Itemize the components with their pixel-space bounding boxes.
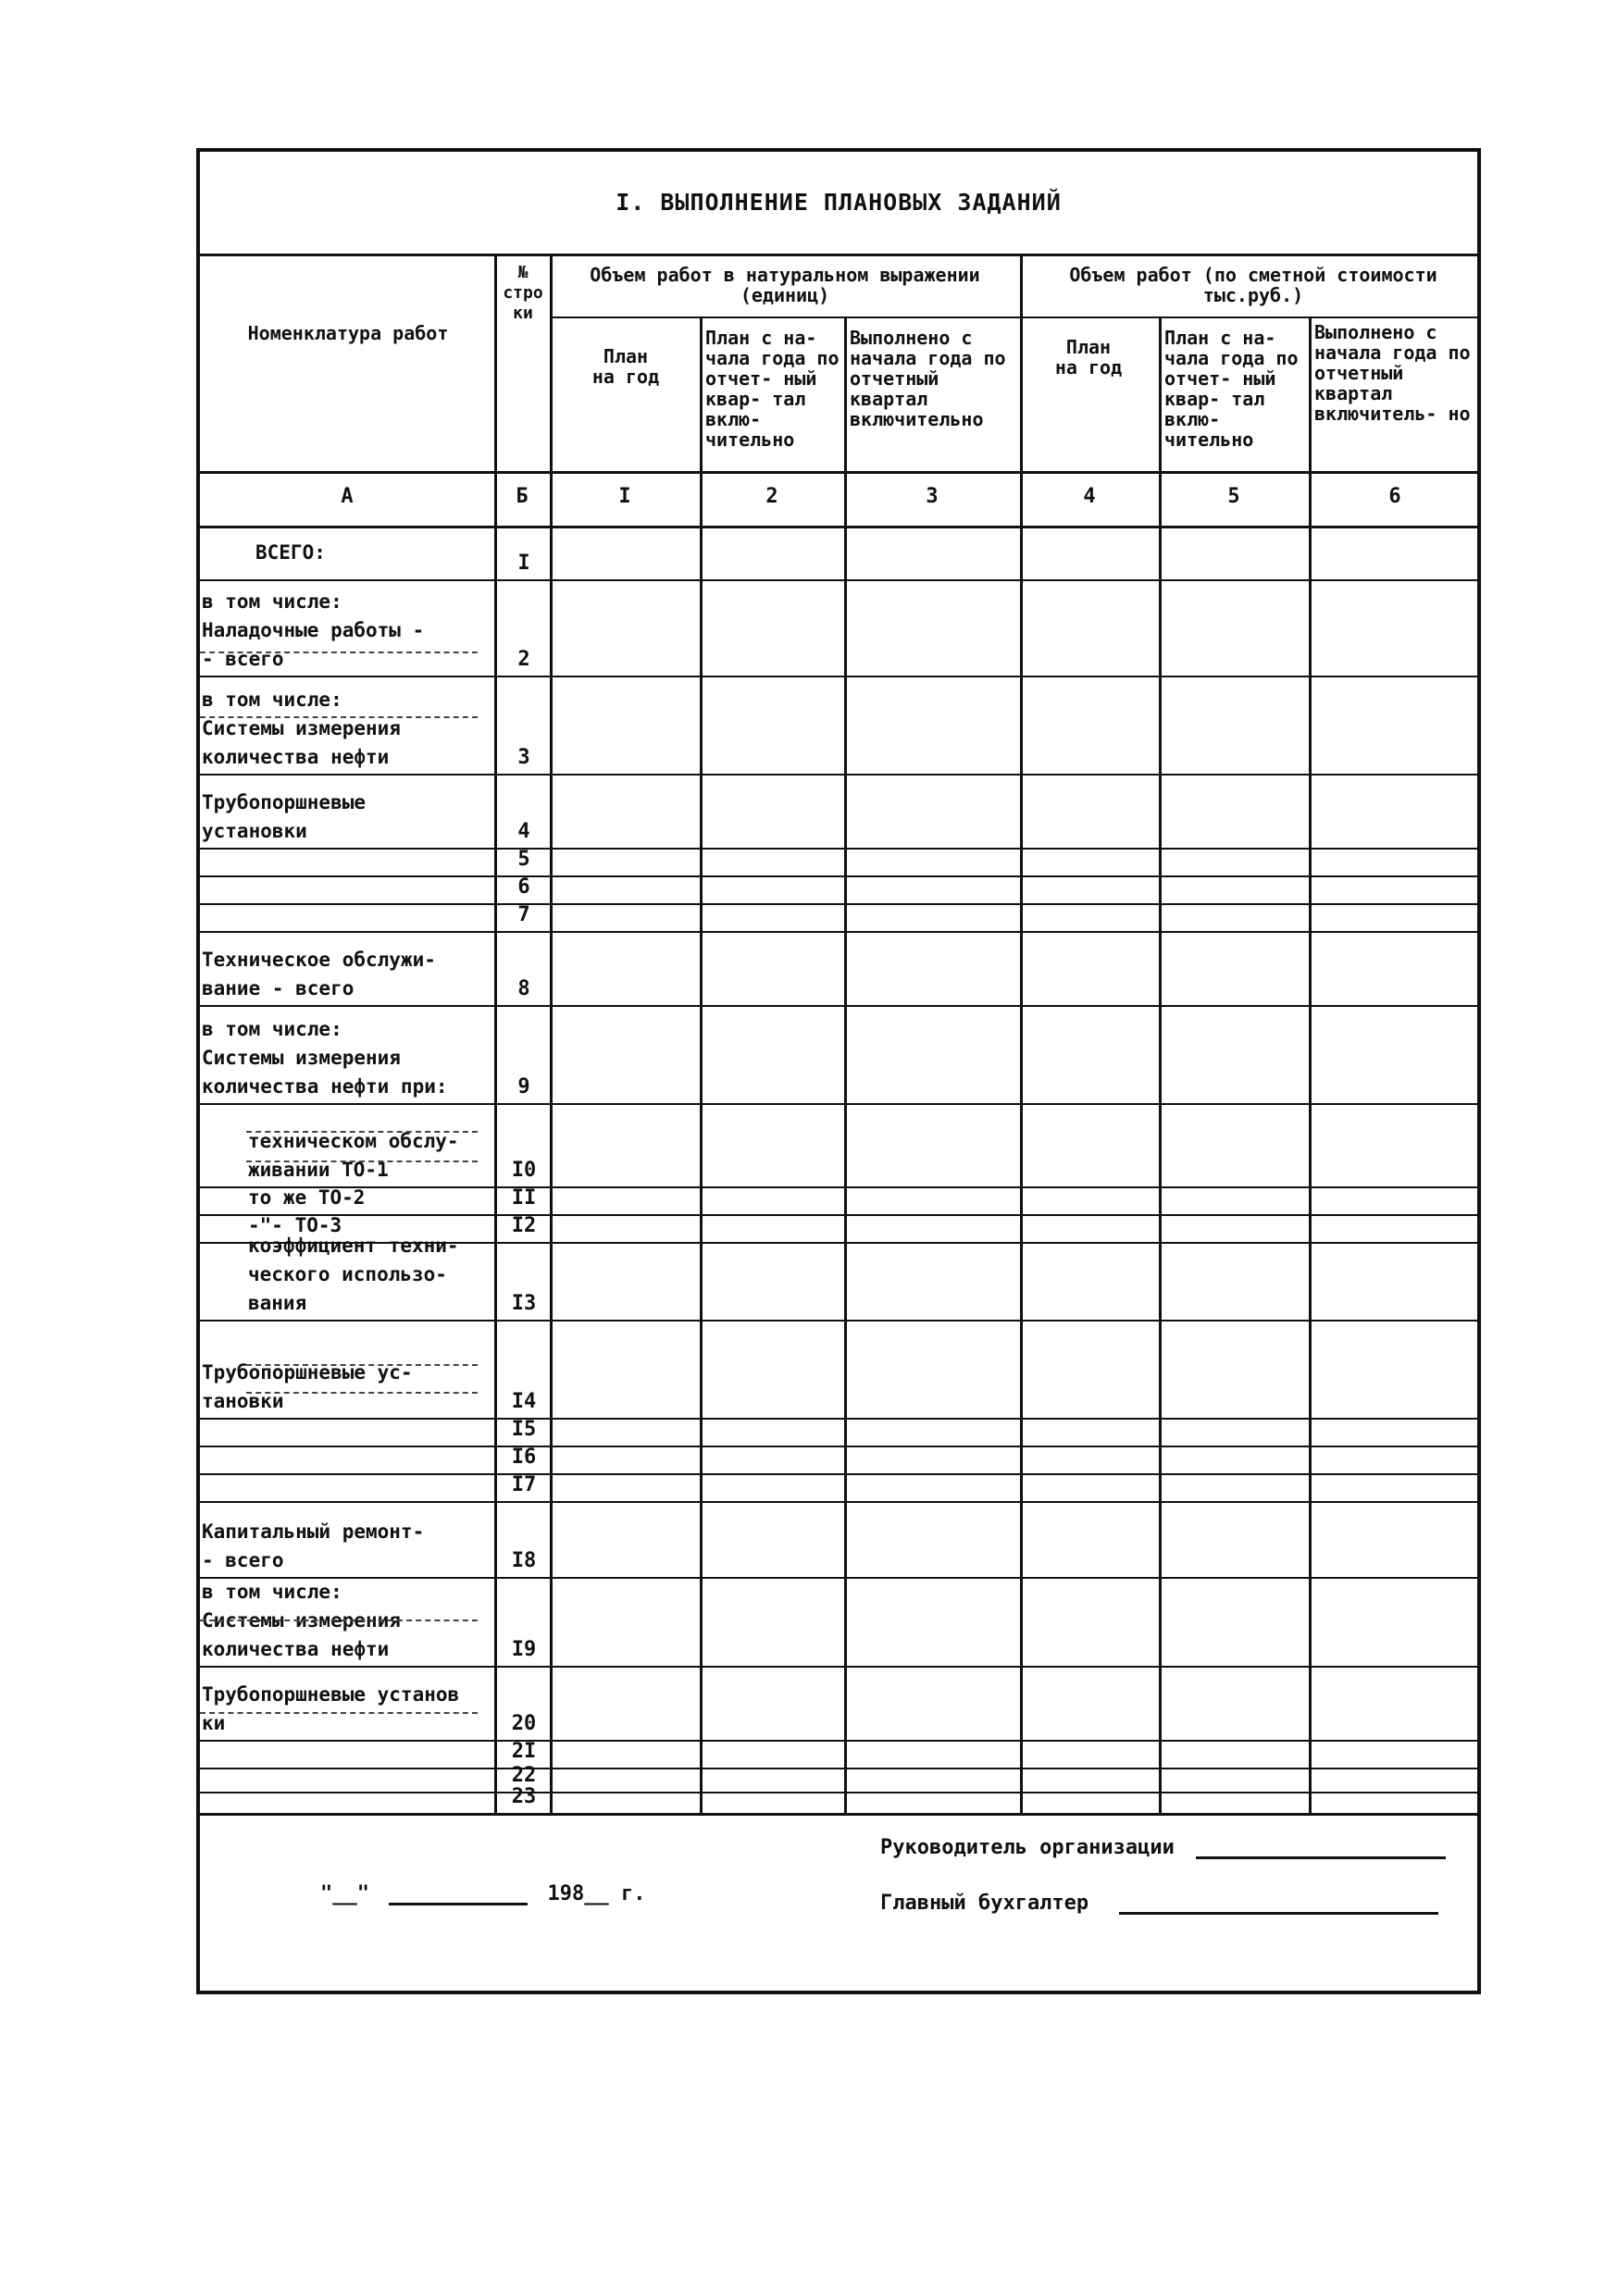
date-day: "__"	[320, 1882, 369, 1905]
data-cell[interactable]	[552, 1188, 700, 1213]
data-cell[interactable]	[552, 850, 700, 875]
guide-line	[200, 716, 478, 718]
row-number: 5	[517, 848, 530, 871]
data-cell[interactable]	[552, 877, 700, 902]
data-cell[interactable]	[1022, 1244, 1159, 1319]
data-cell[interactable]	[552, 1244, 700, 1319]
header-natural-volume: Объем работ в натуральном выражении (единиц)	[590, 264, 980, 306]
row-number: I5	[511, 1418, 537, 1441]
data-cell[interactable]	[552, 933, 700, 1004]
data-cell[interactable]	[1311, 776, 1481, 847]
data-cell[interactable]	[702, 1244, 844, 1319]
data-cell[interactable]	[702, 581, 844, 675]
guide-line	[246, 1392, 478, 1394]
guide-line	[200, 1620, 478, 1621]
data-cell[interactable]	[702, 1105, 844, 1185]
data-cell[interactable]	[846, 677, 1020, 773]
head-signature-line[interactable]	[1196, 1838, 1446, 1859]
data-cell[interactable]	[1311, 1668, 1481, 1739]
data-cell[interactable]	[1022, 1579, 1159, 1665]
data-cell[interactable]	[1161, 1322, 1309, 1417]
data-cell[interactable]	[1311, 1475, 1481, 1500]
row-label: -"- ТО-3	[248, 1214, 342, 1236]
colnum-4: 4	[1083, 485, 1096, 508]
guide-line	[200, 652, 478, 653]
data-cell[interactable]	[702, 1188, 844, 1213]
data-cell[interactable]	[1161, 850, 1309, 875]
row-label: в том числе: Системы измерения количества нефти при:	[202, 1018, 448, 1098]
data-cell[interactable]	[552, 776, 700, 847]
row-number: 6	[517, 875, 530, 899]
header-col1: План на год	[591, 345, 660, 388]
data-cell[interactable]	[1311, 1188, 1481, 1213]
data-cell[interactable]	[702, 1447, 844, 1472]
data-cell[interactable]	[846, 905, 1020, 930]
row-number: 20	[511, 1712, 537, 1735]
row-number: I2	[511, 1214, 537, 1237]
data-cell[interactable]	[1161, 933, 1309, 1004]
row-number: 22	[511, 1764, 537, 1787]
data-cell[interactable]	[1161, 1668, 1309, 1739]
data-cell[interactable]	[552, 677, 700, 773]
accountant-signature-line[interactable]	[1119, 1893, 1438, 1915]
data-cell[interactable]	[702, 677, 844, 773]
header-row-number: № стро ки	[503, 263, 543, 323]
data-cell[interactable]	[1161, 1105, 1309, 1185]
data-cell[interactable]	[702, 850, 844, 875]
data-cell[interactable]	[1311, 1793, 1481, 1812]
row-label: то же ТО-2	[248, 1186, 366, 1209]
data-cell[interactable]	[846, 933, 1020, 1004]
data-cell[interactable]	[846, 877, 1020, 902]
data-cell[interactable]	[1022, 1475, 1159, 1500]
data-cell[interactable]	[1022, 1503, 1159, 1576]
data-cell[interactable]	[846, 1188, 1020, 1213]
data-cell[interactable]	[552, 1579, 700, 1665]
data-cell[interactable]	[552, 1793, 700, 1812]
colnum-6: 6	[1388, 485, 1401, 508]
guide-line	[200, 1712, 478, 1714]
data-cell[interactable]	[702, 877, 844, 902]
data-cell[interactable]	[1161, 1793, 1309, 1812]
form-title: I. ВЫПОЛНЕНИЕ ПЛАНОВЫХ ЗАДАНИЙ	[616, 189, 1062, 216]
row-number: I8	[511, 1549, 537, 1572]
data-cell[interactable]	[702, 1579, 844, 1665]
data-cell[interactable]	[846, 1503, 1020, 1576]
date-year: 198__ г.	[547, 1882, 646, 1905]
data-cell[interactable]	[1022, 1769, 1159, 1791]
data-cell[interactable]	[1161, 527, 1309, 578]
data-cell[interactable]	[846, 850, 1020, 875]
data-cell[interactable]	[552, 1007, 700, 1102]
data-cell[interactable]	[702, 1475, 844, 1500]
data-cell[interactable]	[846, 1105, 1020, 1185]
data-cell[interactable]	[552, 1322, 700, 1417]
data-cell[interactable]	[1161, 581, 1309, 675]
data-cell[interactable]	[702, 527, 844, 578]
data-cell[interactable]	[552, 905, 700, 930]
header-col2: План с на- чала года по отчет- ный квар- тал вклю- чительно	[705, 327, 840, 451]
data-cell[interactable]	[846, 527, 1020, 578]
data-cell[interactable]	[1311, 850, 1481, 875]
guide-line	[246, 1364, 478, 1366]
data-cell[interactable]	[1022, 1793, 1159, 1812]
row-number: 7	[517, 903, 530, 926]
row-label: в том числе: Системы измерения количества нефти	[202, 689, 401, 768]
data-cell[interactable]	[1311, 677, 1481, 773]
data-cell[interactable]	[1022, 933, 1159, 1004]
data-cell[interactable]	[1311, 877, 1481, 902]
row-label: в том числе: Системы измерения количества нефти	[202, 1581, 401, 1660]
row-number: I0	[511, 1159, 537, 1182]
table-bottom-line	[200, 1813, 1477, 1816]
row-number: 8	[517, 977, 530, 1000]
data-cell[interactable]	[552, 1216, 700, 1241]
data-cell[interactable]	[1161, 1420, 1309, 1445]
row-label: Трубопоршневые установ ки	[202, 1683, 460, 1734]
data-cell[interactable]	[552, 1447, 700, 1472]
data-cell[interactable]	[846, 1420, 1020, 1445]
data-cell[interactable]	[1022, 1105, 1159, 1185]
row-label: Трубопоршневые установки	[202, 791, 367, 842]
row-number: 2I	[511, 1740, 537, 1763]
colnum-a: А	[341, 485, 354, 508]
row-number: II	[511, 1186, 537, 1210]
colnum-3: 3	[926, 485, 939, 508]
guide-line	[246, 1160, 478, 1162]
data-cell[interactable]	[552, 1668, 700, 1739]
data-cell[interactable]	[1022, 1216, 1159, 1241]
data-cell[interactable]	[1311, 905, 1481, 930]
colnum-1: I	[618, 485, 631, 508]
row-number: 4	[517, 820, 530, 843]
data-cell[interactable]	[1311, 1216, 1481, 1241]
colnum-b: Б	[516, 485, 529, 508]
date-month-blank[interactable]	[389, 1884, 528, 1905]
row-label: в том числе: Наладочные работы - - всего	[202, 590, 425, 670]
data-cell[interactable]	[1022, 1007, 1159, 1102]
header-col4: План на год	[1054, 336, 1123, 379]
data-cell[interactable]	[702, 1007, 844, 1102]
data-cell[interactable]	[702, 1742, 844, 1767]
data-cell[interactable]	[552, 1769, 700, 1791]
data-cell[interactable]	[1311, 1420, 1481, 1445]
header-nomenclature: Номенклатура работ	[247, 322, 449, 344]
data-cell[interactable]	[1022, 1188, 1159, 1213]
data-cell[interactable]	[846, 1475, 1020, 1500]
data-cell[interactable]	[1311, 1322, 1481, 1417]
row-number: I	[517, 552, 530, 575]
data-cell[interactable]	[1022, 1668, 1159, 1739]
data-cell[interactable]	[702, 1322, 844, 1417]
data-cell[interactable]	[846, 581, 1020, 675]
row-number: I9	[511, 1638, 537, 1661]
data-cell[interactable]	[1311, 1579, 1481, 1665]
data-cell[interactable]	[846, 1322, 1020, 1417]
data-cell[interactable]	[702, 1216, 844, 1241]
data-cell[interactable]	[552, 1105, 700, 1185]
data-cell[interactable]	[1022, 776, 1159, 847]
data-cell[interactable]	[552, 1420, 700, 1445]
header-divider	[200, 471, 1477, 474]
data-cell[interactable]	[1161, 877, 1309, 902]
group-header-divider	[552, 316, 1477, 318]
data-cell[interactable]	[1022, 1447, 1159, 1472]
colnum-5: 5	[1227, 485, 1240, 508]
data-cell[interactable]	[1311, 1503, 1481, 1576]
data-cell[interactable]	[846, 776, 1020, 847]
row-label: ВСЕГО:	[255, 541, 326, 564]
row-label: Трубопоршневые ус- тановки	[202, 1361, 413, 1412]
data-cell[interactable]	[1161, 1579, 1309, 1665]
data-cell[interactable]	[1161, 776, 1309, 847]
head-signature-label: Руководитель организации	[880, 1836, 1175, 1859]
row-label: коэффициент техни- ческого использо- вания	[248, 1235, 459, 1314]
data-cell[interactable]	[1022, 677, 1159, 773]
data-cell[interactable]	[846, 1007, 1020, 1102]
data-cell[interactable]	[702, 1503, 844, 1576]
data-cell[interactable]	[1311, 581, 1481, 675]
data-cell[interactable]	[702, 905, 844, 930]
data-cell[interactable]	[1022, 850, 1159, 875]
data-cell[interactable]	[1161, 1007, 1309, 1102]
accountant-signature-label: Главный бухгалтер	[880, 1892, 1089, 1915]
row-label: техническом обслу- живании ТО-1	[248, 1130, 459, 1181]
row-number: I6	[511, 1446, 537, 1469]
data-cell[interactable]	[552, 527, 700, 578]
data-cell[interactable]	[1022, 1322, 1159, 1417]
data-cell[interactable]	[846, 1793, 1020, 1812]
title-divider	[200, 254, 1477, 256]
row-label: Техническое обслужи- вание - всего	[202, 949, 436, 999]
header-col5: План с на- чала года по отчет- ный квар- тал вклю- чительно	[1164, 327, 1299, 451]
data-cell[interactable]	[846, 1742, 1020, 1767]
data-cell[interactable]	[1311, 1007, 1481, 1102]
data-cell[interactable]	[1022, 1742, 1159, 1767]
data-cell[interactable]	[702, 776, 844, 847]
header-col6: Выполнено с начала года по отчетный квартал включитель- но	[1314, 321, 1471, 425]
data-cell[interactable]	[846, 1447, 1020, 1472]
data-cell[interactable]	[1311, 1742, 1481, 1767]
head-signature[interactable]	[880, 1836, 1446, 1859]
data-cell[interactable]	[1022, 877, 1159, 902]
data-cell[interactable]	[1022, 905, 1159, 930]
data-cell[interactable]	[846, 1244, 1020, 1319]
row-number: I7	[511, 1473, 537, 1496]
row-number: I3	[511, 1292, 537, 1315]
data-cell[interactable]	[1311, 1447, 1481, 1472]
colnum-2: 2	[765, 485, 778, 508]
data-cell[interactable]	[552, 1475, 700, 1500]
data-cell[interactable]	[702, 1668, 844, 1739]
header-cost-volume: Объем работ (по сметной стоимости тыс.руб.)	[1069, 264, 1437, 306]
data-cell[interactable]	[1311, 1244, 1481, 1319]
data-cell[interactable]	[1161, 1475, 1309, 1500]
data-cell[interactable]	[1311, 933, 1481, 1004]
guide-line	[246, 1131, 478, 1133]
data-cell[interactable]	[846, 1769, 1020, 1791]
row-number: 9	[517, 1075, 530, 1098]
data-cell[interactable]	[1161, 1742, 1309, 1767]
data-cell[interactable]	[846, 1579, 1020, 1665]
data-cell[interactable]	[1022, 1420, 1159, 1445]
data-cell[interactable]	[846, 1668, 1020, 1739]
data-cell[interactable]	[1161, 905, 1309, 930]
data-cell[interactable]	[1311, 1105, 1481, 1185]
data-cell[interactable]	[552, 581, 700, 675]
data-cell[interactable]	[1311, 1769, 1481, 1791]
data-cell[interactable]	[702, 1769, 844, 1791]
data-cell[interactable]	[846, 1216, 1020, 1241]
accountant-signature[interactable]	[880, 1892, 1438, 1915]
data-cell[interactable]	[1022, 581, 1159, 675]
data-cell[interactable]	[702, 1420, 844, 1445]
data-cell[interactable]	[1022, 527, 1159, 578]
date-field[interactable]	[320, 1882, 645, 1905]
data-cell[interactable]	[1161, 1503, 1309, 1576]
data-cell[interactable]	[1161, 1447, 1309, 1472]
row-label: Капитальный ремонт- - всего	[202, 1520, 425, 1571]
data-cell[interactable]	[552, 1503, 700, 1576]
row-number: 3	[517, 746, 530, 769]
data-cell[interactable]	[702, 933, 844, 1004]
header-col3: Выполнено с начала года по отчетный квартал включительно	[850, 327, 1006, 430]
data-cell[interactable]	[1161, 1188, 1309, 1213]
data-cell[interactable]	[702, 1793, 844, 1812]
report-form	[196, 148, 1481, 1994]
data-cell[interactable]	[1161, 677, 1309, 773]
row-number: 2	[517, 648, 530, 671]
data-cell[interactable]	[1161, 1244, 1309, 1319]
data-cell[interactable]	[1161, 1769, 1309, 1791]
data-cell[interactable]	[1161, 1216, 1309, 1241]
data-cell[interactable]	[552, 1742, 700, 1767]
data-cell[interactable]	[1311, 527, 1481, 578]
row-number: I4	[511, 1390, 537, 1413]
row-number: 23	[511, 1785, 537, 1808]
